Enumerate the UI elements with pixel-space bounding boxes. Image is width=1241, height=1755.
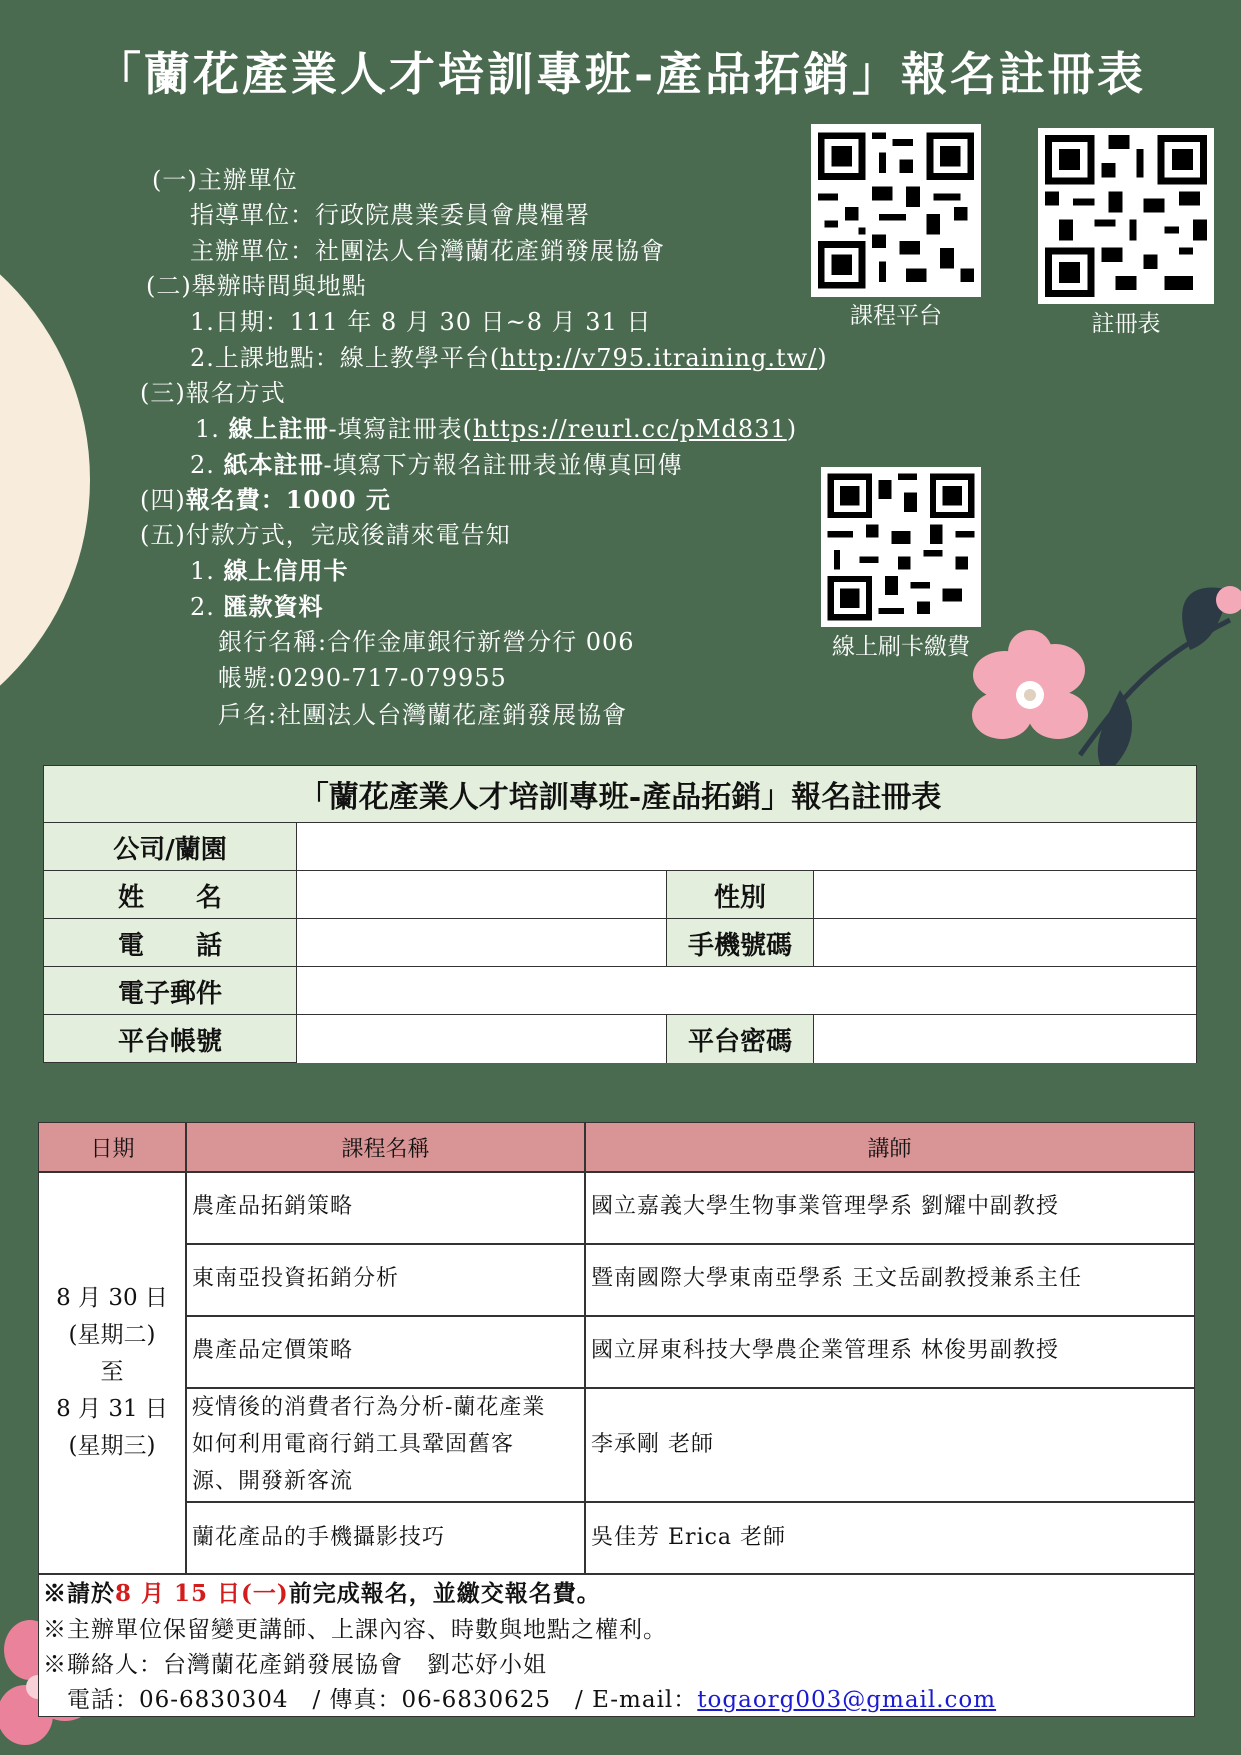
phone-field[interactable] (296, 919, 666, 967)
platform-link[interactable]: http://v795.itraining.tw/ (500, 344, 818, 372)
company-field[interactable] (296, 823, 1196, 871)
header-teacher: 講師 (585, 1123, 1194, 1171)
email-field[interactable] (296, 967, 1196, 1015)
registration-link[interactable]: https://reurl.cc/pMd831 (473, 415, 787, 443)
course-name: 東南亞投資拓銷分析 (192, 1266, 400, 1291)
qr-code-icon (821, 467, 981, 627)
mobile-label: 手機號碼 (666, 919, 813, 967)
password-label: 平台密碼 (666, 1015, 813, 1063)
schedule-table (38, 1122, 1195, 1717)
table-divider (185, 1315, 1194, 1317)
deadline-note: ※請於8 月 15 日(一)前完成報名，並繳交報名費。 (43, 1580, 601, 1607)
payment-credit-card: 1. 線上信用卡 (190, 556, 349, 585)
decorative-circle (0, 200, 90, 760)
date-line: 至 (100, 1358, 124, 1385)
phone-label: 電 話 (117, 930, 222, 961)
header-course: 課程名稱 (186, 1123, 585, 1171)
table-divider (39, 1171, 1194, 1173)
qr-code-icon (1038, 128, 1214, 304)
schedule-date (39, 1171, 185, 1573)
course-platform-qr[interactable] (811, 124, 981, 297)
course-name-line: 源、開發新客流 (192, 1469, 354, 1494)
bank-account: 帳號:0290-717-079955 (218, 664, 507, 692)
form-row-name (44, 870, 1196, 919)
account-field[interactable] (296, 1015, 666, 1063)
event-place: 2.上課地點：線上教學平台(http://v795.itraining.tw/) (190, 344, 828, 372)
form-row-company (44, 822, 1196, 871)
table-divider (185, 1123, 187, 1573)
card-payment-qr-label: 線上刷卡繳費 (832, 634, 970, 660)
teacher-name: 李承剛 老師 (591, 1432, 714, 1457)
course-platform-qr-label: 課程平台 (850, 303, 942, 329)
date-line: (星期三) (68, 1432, 156, 1459)
course-name: 蘭花產品的手機攝影技巧 (192, 1525, 446, 1550)
organizer-heading: (一)主辦單位 (152, 166, 298, 194)
password-field[interactable] (813, 1015, 1196, 1063)
fee: (四)報名費：1000 元 (140, 485, 391, 514)
table-divider (185, 1501, 1194, 1503)
host-unit: 主辦單位：社團法人台灣蘭花產銷發展協會 (190, 237, 665, 265)
teacher-name: 國立屏東科技大學農企業管理系 林俊男副教授 (591, 1338, 1059, 1363)
table-divider (185, 1243, 1194, 1245)
name-label: 姓 名 (117, 882, 222, 913)
course-name-line: 疫情後的消費者行為分析-蘭花產業 (192, 1395, 546, 1420)
contact-details: 電話：06-6830304 / 傳真：06-6830625 / E-mail：togaorg003@gmail.com (43, 1687, 997, 1713)
form-title: 「蘭花產業人才培訓專班-產品拓銷」報名註冊表 (298, 780, 942, 815)
signup-paper: 2. 紙本註冊-填寫下方報名註冊表並傳真回傳 (190, 450, 683, 479)
course-name: 農產品拓銷策略 (192, 1194, 354, 1219)
account-holder: 戶名:社團法人台灣蘭花產銷發展協會 (218, 701, 628, 729)
card-payment-qr[interactable] (821, 467, 981, 627)
name-field[interactable] (296, 871, 666, 919)
header-date: 日期 (39, 1123, 186, 1171)
gender-label: 性別 (666, 871, 813, 919)
date-line: (星期二) (68, 1321, 156, 1348)
event-date: 1.日期：111 年 8 月 30 日~8 月 31 日 (190, 308, 652, 336)
form-row-phone (44, 918, 1196, 967)
payment-heading: (五)付款方式，完成後請來電告知 (140, 521, 511, 549)
mobile-field[interactable] (813, 919, 1196, 967)
signup-online: 1. 線上註冊-填寫註冊表(https://reurl.cc/pMd831) (195, 414, 798, 443)
payment-transfer: 2. 匯款資料 (190, 592, 324, 621)
form-row-account (44, 1014, 1196, 1063)
contact-note: ※聯絡人：台灣蘭花產銷發展協會 劉芯妤小姐 (43, 1652, 547, 1678)
registration-qr[interactable] (1038, 128, 1214, 304)
form-row-email (44, 966, 1196, 1015)
guide-unit: 指導單位：行政院農業委員會農糧署 (190, 201, 590, 229)
gender-field[interactable] (813, 871, 1196, 919)
email-label: 電子郵件 (117, 978, 222, 1009)
course-name-line: 如何利用電商行銷工具鞏固舊客 (192, 1432, 515, 1457)
account-label: 平台帳號 (117, 1026, 222, 1057)
page-title: 「蘭花產業人才培訓專班-產品拓銷」報名註冊表 (94, 47, 1147, 101)
date-line: 8 月 30 日 (56, 1284, 168, 1311)
email-link[interactable]: togaorg003@gmail.com (697, 1687, 997, 1713)
course-name: 農產品定價策略 (192, 1338, 354, 1363)
teacher-name: 暨南國際大學東南亞學系 王文岳副教授兼系主任 (591, 1266, 1082, 1291)
time-heading: (二)舉辦時間與地點 (146, 272, 367, 300)
registration-form (43, 765, 1197, 1063)
teacher-name: 國立嘉義大學生物事業管理學系 劉耀中副教授 (591, 1194, 1059, 1219)
course-name (192, 1389, 545, 1500)
bank-name: 銀行名稱:合作金庫銀行新營分行 006 (218, 628, 635, 656)
date-line: 8 月 31 日 (56, 1395, 168, 1422)
qr-code-icon (811, 124, 981, 297)
teacher-name: 吳佳芳 Erica 老師 (591, 1525, 787, 1550)
signup-heading: (三)報名方式 (140, 379, 286, 407)
registration-qr-label: 註冊表 (1091, 311, 1161, 337)
company-label: 公司/蘭園 (113, 834, 227, 865)
table-divider (584, 1123, 586, 1573)
rights-note: ※主辦單位保留變更講師、上課內容、時數與地點之權利。 (43, 1617, 667, 1643)
